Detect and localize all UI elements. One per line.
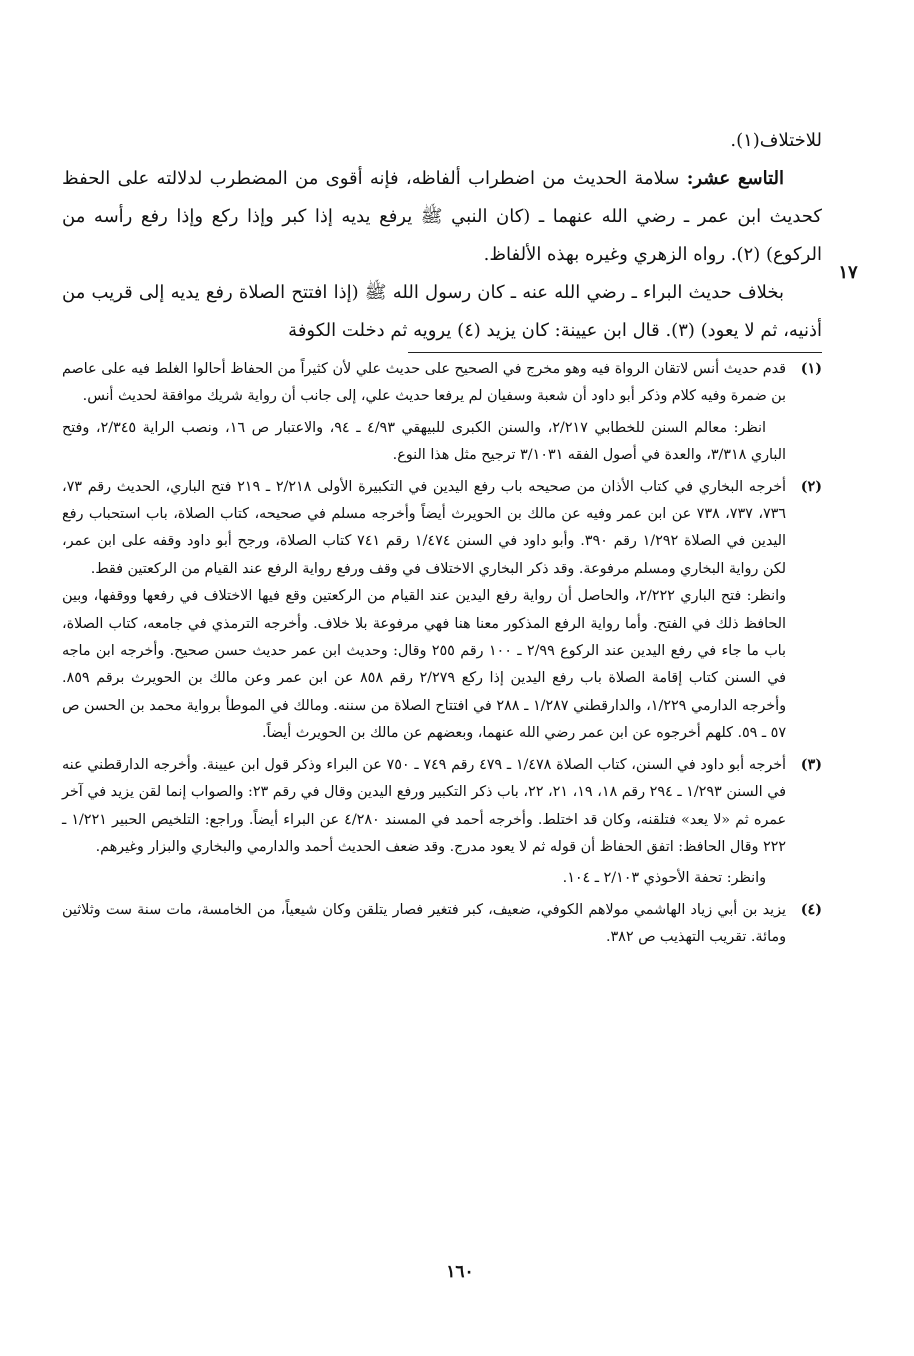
footnote-number: (١) xyxy=(800,361,822,377)
main-paragraph-bara: بخلاف حديث البراء ـ رضي الله عنه ـ كان رسول الله ﷺ (إذا افتتح الصلاة رفع يديه إلى قريب من أذنيه، ثم لا يعود) (٣). قال ابن عيينة: كان يزيد (٤) يرويه ثم دخلت الكوفة xyxy=(62,282,822,341)
main-text-body xyxy=(62,122,822,350)
page-number: ١٦٠ xyxy=(446,1262,474,1282)
footnote-text: أخرجه أبو داود في السنن، كتاب الصلاة ١/٤٧٨ ـ ٤٧٩ رقم ٧٤٩ ـ ٧٥٠ عن البراء وذكر قول ابن عيينة. وأخرجه الدارقطني عنه في السنن ١/٢٩٣ ـ ٢٩٤ رقم ١٨، ١٩، ٢١، ٢٢، باب ذكر التكبير ورفع اليدين وقال في رقم ٢٣: والصواب إنما لقن يزيد في آخر عمره ثم «لا يعد» فتلقنه، وكان قد اختلط. وأخرجه أحمد في المسند ٤/٢٨٠ عن البراء أيضاً. وراجع: التلخيص الحبير ١/٢٢١ ـ ٢٢٢ وقال الحافظ: اتفق الحفاظ أن قوله ثم لا يعود مدرج. وقد ضعف الحديث أحمد والدارمي والبخاري والبزار وغيرهم. xyxy=(62,756,787,855)
footnote-2 xyxy=(62,474,822,584)
footnote-text: أخرجه البخاري في كتاب الأذان من صحيحه باب رفع اليدين في التكبيرة الأولى ٢/٢١٨ ـ ٢١٩ فتح الباري، الحديث رقم ٧٣، ٧٣٦، ٧٣٧، ٧٣٨ عن ابن عمر وفيه عن مالك بن الحويرث أيضاً وأخرجه مسلم في صحيحه، كتاب الصلاة، باب استحباب رفع اليدين في الصلاة ١/٢٩٢ رقم ٣٩٠. وأبو داود في السنن ١/٤٧٤ رقم ٧٤١ كتاب الصلاة، ورجح أبو داود وقفه على ابن عمر، لكن رواية البخاري ومسلم مرفوعة. وقد ذكر البخاري الاختلاف في وقف ورفع رواية الرفع عند القيام من الركعتين فقط. xyxy=(62,478,787,577)
footnote-number: (٢) xyxy=(800,478,822,495)
footnote-4 xyxy=(62,897,822,952)
main-paragraph-nineteenth xyxy=(62,160,822,274)
footnote-number: (٣) xyxy=(800,756,822,773)
footnote-separator xyxy=(408,352,822,353)
footnote-text: قدم حديث أنس لاتقان الرواة فيه وهو مخرج في الصحيح على حديث علي لأن كثيراً من الحفاظ أحالوا الغلط فيه على عاصم بن ضمرة وفيه كلام وذكر أبو داود أن شعبة وسفيان لم يرفعا حديث علي، إلى جانب أن رواية شريك موافقة لحديث أنس. xyxy=(62,361,786,405)
footnotes-section xyxy=(62,356,822,956)
footnote-3 xyxy=(62,752,822,862)
footnote-3-references: وانظر: تحفة الأحوذي ٢/١٠٣ ـ ١٠٤. xyxy=(562,870,766,887)
main-paragraph-text: سلامة الحديث من اضطراب ألفاظه، فإنه أقوى من المضطرب لدلالته على الحفظ كحديث ابن عمر ـ رضي الله عنهما ـ (كان النبي ﷺ يرفع يديه إذا كبر وإذا ركع وإذا رفع رأسه من الركوع) (٢). رواه الزهري وغيره بهذه الألفاظ. xyxy=(62,168,822,265)
footnote-1-references: انظر: معالم السنن للخطابي ٢/٢١٧، والسنن الكبرى للبيهقي ٤/٩٣ ـ ٩٤، والاعتبار ص ١٦، ونصب الراية ٢/٣٤٥، وفتح الباري ٣/٣١٨، والعدة في أصول الفقه ٣/١٠٣١ ترجيح مثل هذا النوع. xyxy=(62,419,786,464)
margin-page-marker: ١٧ xyxy=(838,262,858,283)
footnote-1 xyxy=(62,356,822,411)
section-heading: التاسع عشر: xyxy=(686,168,784,189)
footnote-2-references: وانظر: فتح الباري ٢/٢٢٢، والحاصل أن رواية رفع اليدين عند القيام من الركعتين وقع فيها الاختلاف في رفعها ووقفها، وبين الحافظ ذلك في الفتح. وأما رواية الرفع المذكور معنا هنا فهي مرفوعة بلا خلاف. وأخرجه الترمذي في جامعه، كتاب الصلاة، باب ما جاء في رفع اليدين عند الركوع ٢/٩٩ ـ ١٠٠ رقم ٢٥٥ وقال: وحديث ابن عمر حديث حسن صحيح. وأخرجه ابن ماجه في السنن كتاب إقامة الصلاة باب رفع اليدين إذا ركع ٢/٢٧٩ رقم ٨٥٨ عن ابن عمر وعن مالك بن الحويرث برقم ٨٥٩. وأخرجه الدارمي ١/٢٢٩، والدارقطني ١/٢٨٧ ـ ٢٨٨ في افتتاح الصلاة من سننه. ومالك في الموطأ برواية محمد بن الحسن ص ٥٧ ـ ٥٩. كلهم أخرجوه عن ابن عمر رضي الله عنهما، وبعضهم عن مالك بن الحويرث أيضاً. xyxy=(62,588,787,742)
footnote-text: يزيد بن أبي زياد الهاشمي مولاهم الكوفي، ضعيف، كبر فتغير فصار يتلقن وكان شيعياً، من الخامسة، مات سنة ست وثلاثين ومائة. تقريب التهذيب ص ٣٨٢. xyxy=(62,901,786,946)
footnote-number: (٤) xyxy=(800,901,822,918)
main-paragraph-continuation: للاختلاف(١). xyxy=(730,130,822,151)
